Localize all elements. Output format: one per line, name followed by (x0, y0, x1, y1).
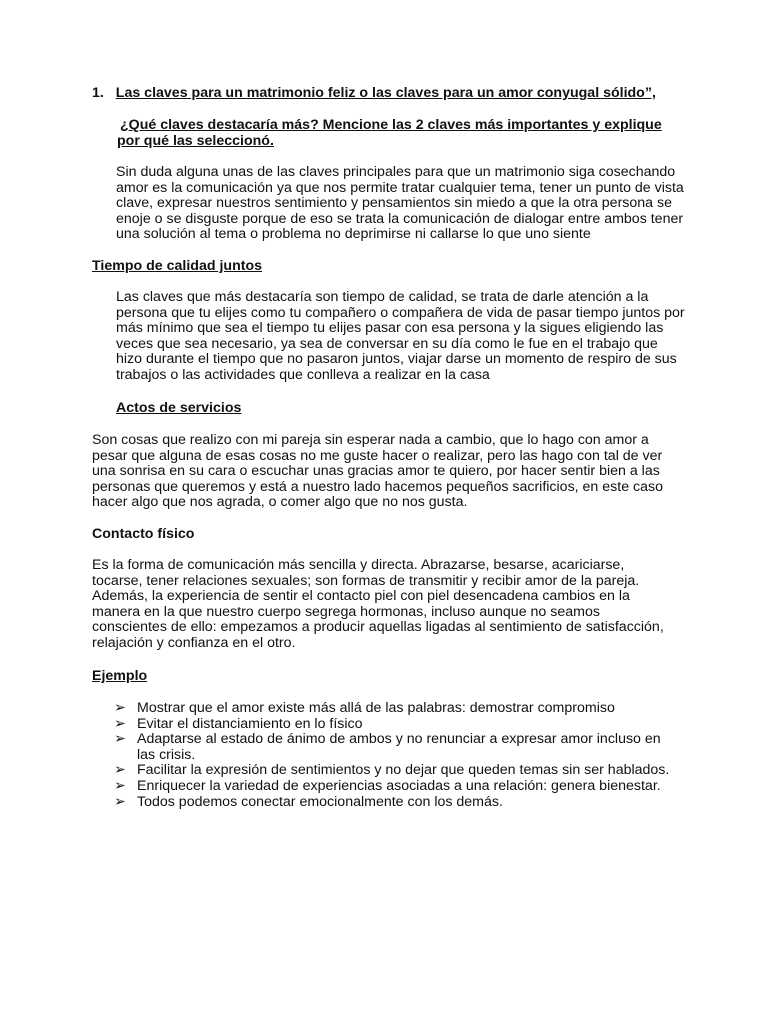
list-item-text: Enriquecer la variedad de experiencias asociadas a una relación: genera bienestar. (137, 777, 661, 794)
section-body-contacto: Es la forma de comunicación más sencilla y directa. Abrazarse, besarse, acariciarse, tocarse, tener relaciones sexuales; son formas de transmitir y recibir amor de la pareja. Además, la experiencia de sentir el contacto piel con piel desencadena cambios en la manera en la que nuestro cuerpo segrega hormonas, incluso aunque no seamos conscientes de ello: empezamos a producir aquellas ligadas al sentimiento de satisfacción, relajación y confianza en el otro. (92, 557, 664, 651)
intro-paragraph: Sin duda alguna unas de las claves principales para que un matrimonio siga cosechando amor es la comunicación ya que nos permite tratar cualquier tema, tener un punto de vista clave, expresar nuestros sentimiento y pensamientos sin miedo a que la otra persona se enoje o se disguste porque de eso se trata la comunicación de dialogar entre ambos tener una solución al tema o problema no deprimirse ni callarse lo que uno siente (116, 164, 684, 243)
arrow-bullet-icon: ➢ (114, 777, 126, 794)
arrow-bullet-icon: ➢ (114, 793, 126, 810)
section-body-tiempo: Las claves que más destacaría son tiempo de calidad, se trata de darle atención a la persona que tu elijes como tu compañero o compañera de vida de pasar tiempo juntos por más mínimo que sea el tiempo tu elijes pasar con esa persona y la sigues eligiendo las veces que sea necesario, ya sea de conversar en su día como le fue en el trabajo que hizo durante el tiempo que no pasaron juntos, viajar darse un momento de respiro de sus trabajos o las actividades que conlleva a realizar en la casa (116, 289, 685, 383)
arrow-bullet-icon: ➢ (114, 762, 126, 779)
arrow-bullet-icon: ➢ (114, 731, 126, 748)
example-list (114, 701, 674, 810)
list-item-text: Todos podemos conectar emocionalmente con los demás. (137, 793, 503, 810)
example-title: Ejemplo (92, 668, 148, 684)
arrow-bullet-icon: ➢ (114, 715, 126, 732)
list-item-text: Mostrar que el amor existe más allá de las palabras: demostrar compromiso (137, 700, 615, 716)
arrow-bullet-icon: ➢ (114, 700, 126, 716)
list-item (114, 732, 674, 763)
list-item (114, 763, 674, 779)
section-title-contacto: Contacto físico (92, 526, 195, 542)
section-title-tiempo: Tiempo de calidad juntos (92, 258, 263, 274)
list-item (114, 795, 674, 811)
heading-number: 1. (92, 85, 104, 101)
list-item (114, 779, 674, 795)
list-item-text: Adaptarse al estado de ánimo de ambos y no renunciar a expresar amor incluso en las crisis. (137, 731, 661, 763)
section-body-actos: Son cosas que realizo con mi pareja sin esperar nada a cambio, que lo hago con amor a pesar que alguna de esas cosas no me guste hacer o realizar, pero las hago con tal de ver una sonrisa en su cara o escuchar unas gracias amor te quiero, por hacer sentir bien a las personas que queremos y está a nuestro lado hacemos pequeños sacrificios, en este caso hacer algo que nos agrada, o comer algo que no nos gusta. (92, 432, 663, 511)
list-item (114, 717, 674, 733)
list-item (114, 701, 674, 717)
heading-text: Las claves para un matrimonio feliz o las claves para un amor conyugal sólido”, (115, 85, 656, 101)
question-prompt: ¿Qué claves destacaría más? Mencione las 2 claves más importantes y explique por qué las seleccionó. (117, 117, 662, 149)
list-item-text: Facilitar la expresión de sentimientos y no dejar que queden temas sin ser hablados. (137, 762, 670, 779)
list-item-text: Evitar el distanciamiento en lo físico (137, 715, 363, 732)
question-heading (92, 86, 732, 102)
section-title-actos: Actos de servicios (116, 400, 242, 416)
